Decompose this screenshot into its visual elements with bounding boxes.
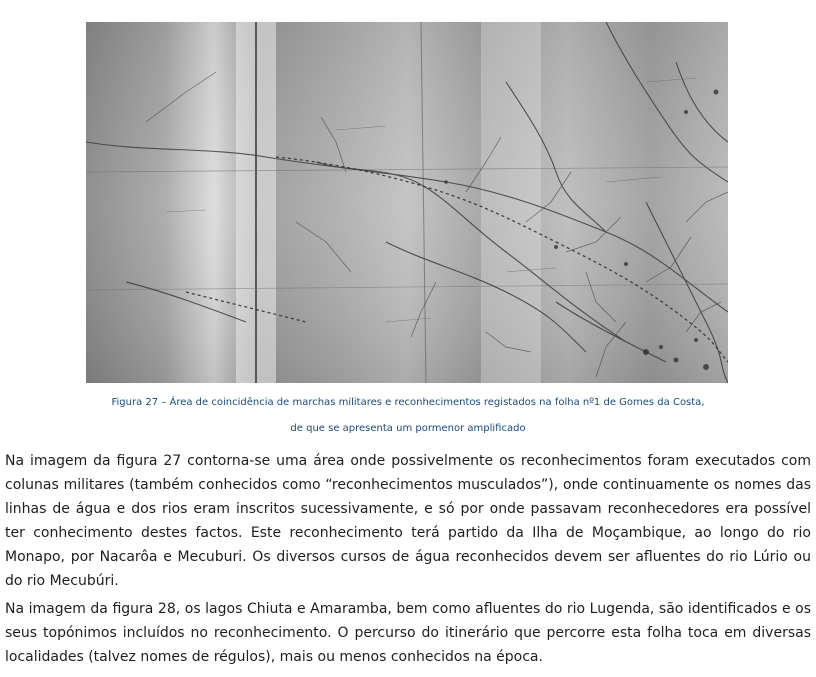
body-paragraph-1: Na imagem da figura 27 contorna-se uma área onde possivelmente os reconhecimentos foram executados com colunas militares (também conhecidos como “reconhecimentos musculados”), onde continuamente os nomes das linhas de água e dos rios eram inscritos sucessivamente, e só por onde passavam reconhecedores era possível ter conhecimento destes factos. Este reconhecimento terá partido da Ilha de Moçambique, ao longo do rio Monapo, por Nacarôa e Mecuburi. Os diversos cursos de água reconhecidos devem ser afluentes do rio Lúrio ou do rio Mecubúri. [5,453,811,589]
map-illustration [86,22,728,383]
body-paragraph-2: Na imagem da figura 28, os lagos Chiuta e Amaramba, bem como afluentes do rio Lugenda, são identificados e os seus topónimos incluídos no reconhecimento. O percurso do itinerário que percorre esta folha toca em diversas localidades (talvez nomes de régulos), mais ou menos conhecidos na época. [5,601,811,665]
figure-caption-line-1: Figura 27 – Área de coincidência de marchas militares e reconhecimentos registados na folha nº1 de Gomes da Costa, [111,397,705,408]
historical-map-image [86,22,728,383]
figure-caption-line-2: de que se apresenta um pormenor amplificado [290,423,526,434]
